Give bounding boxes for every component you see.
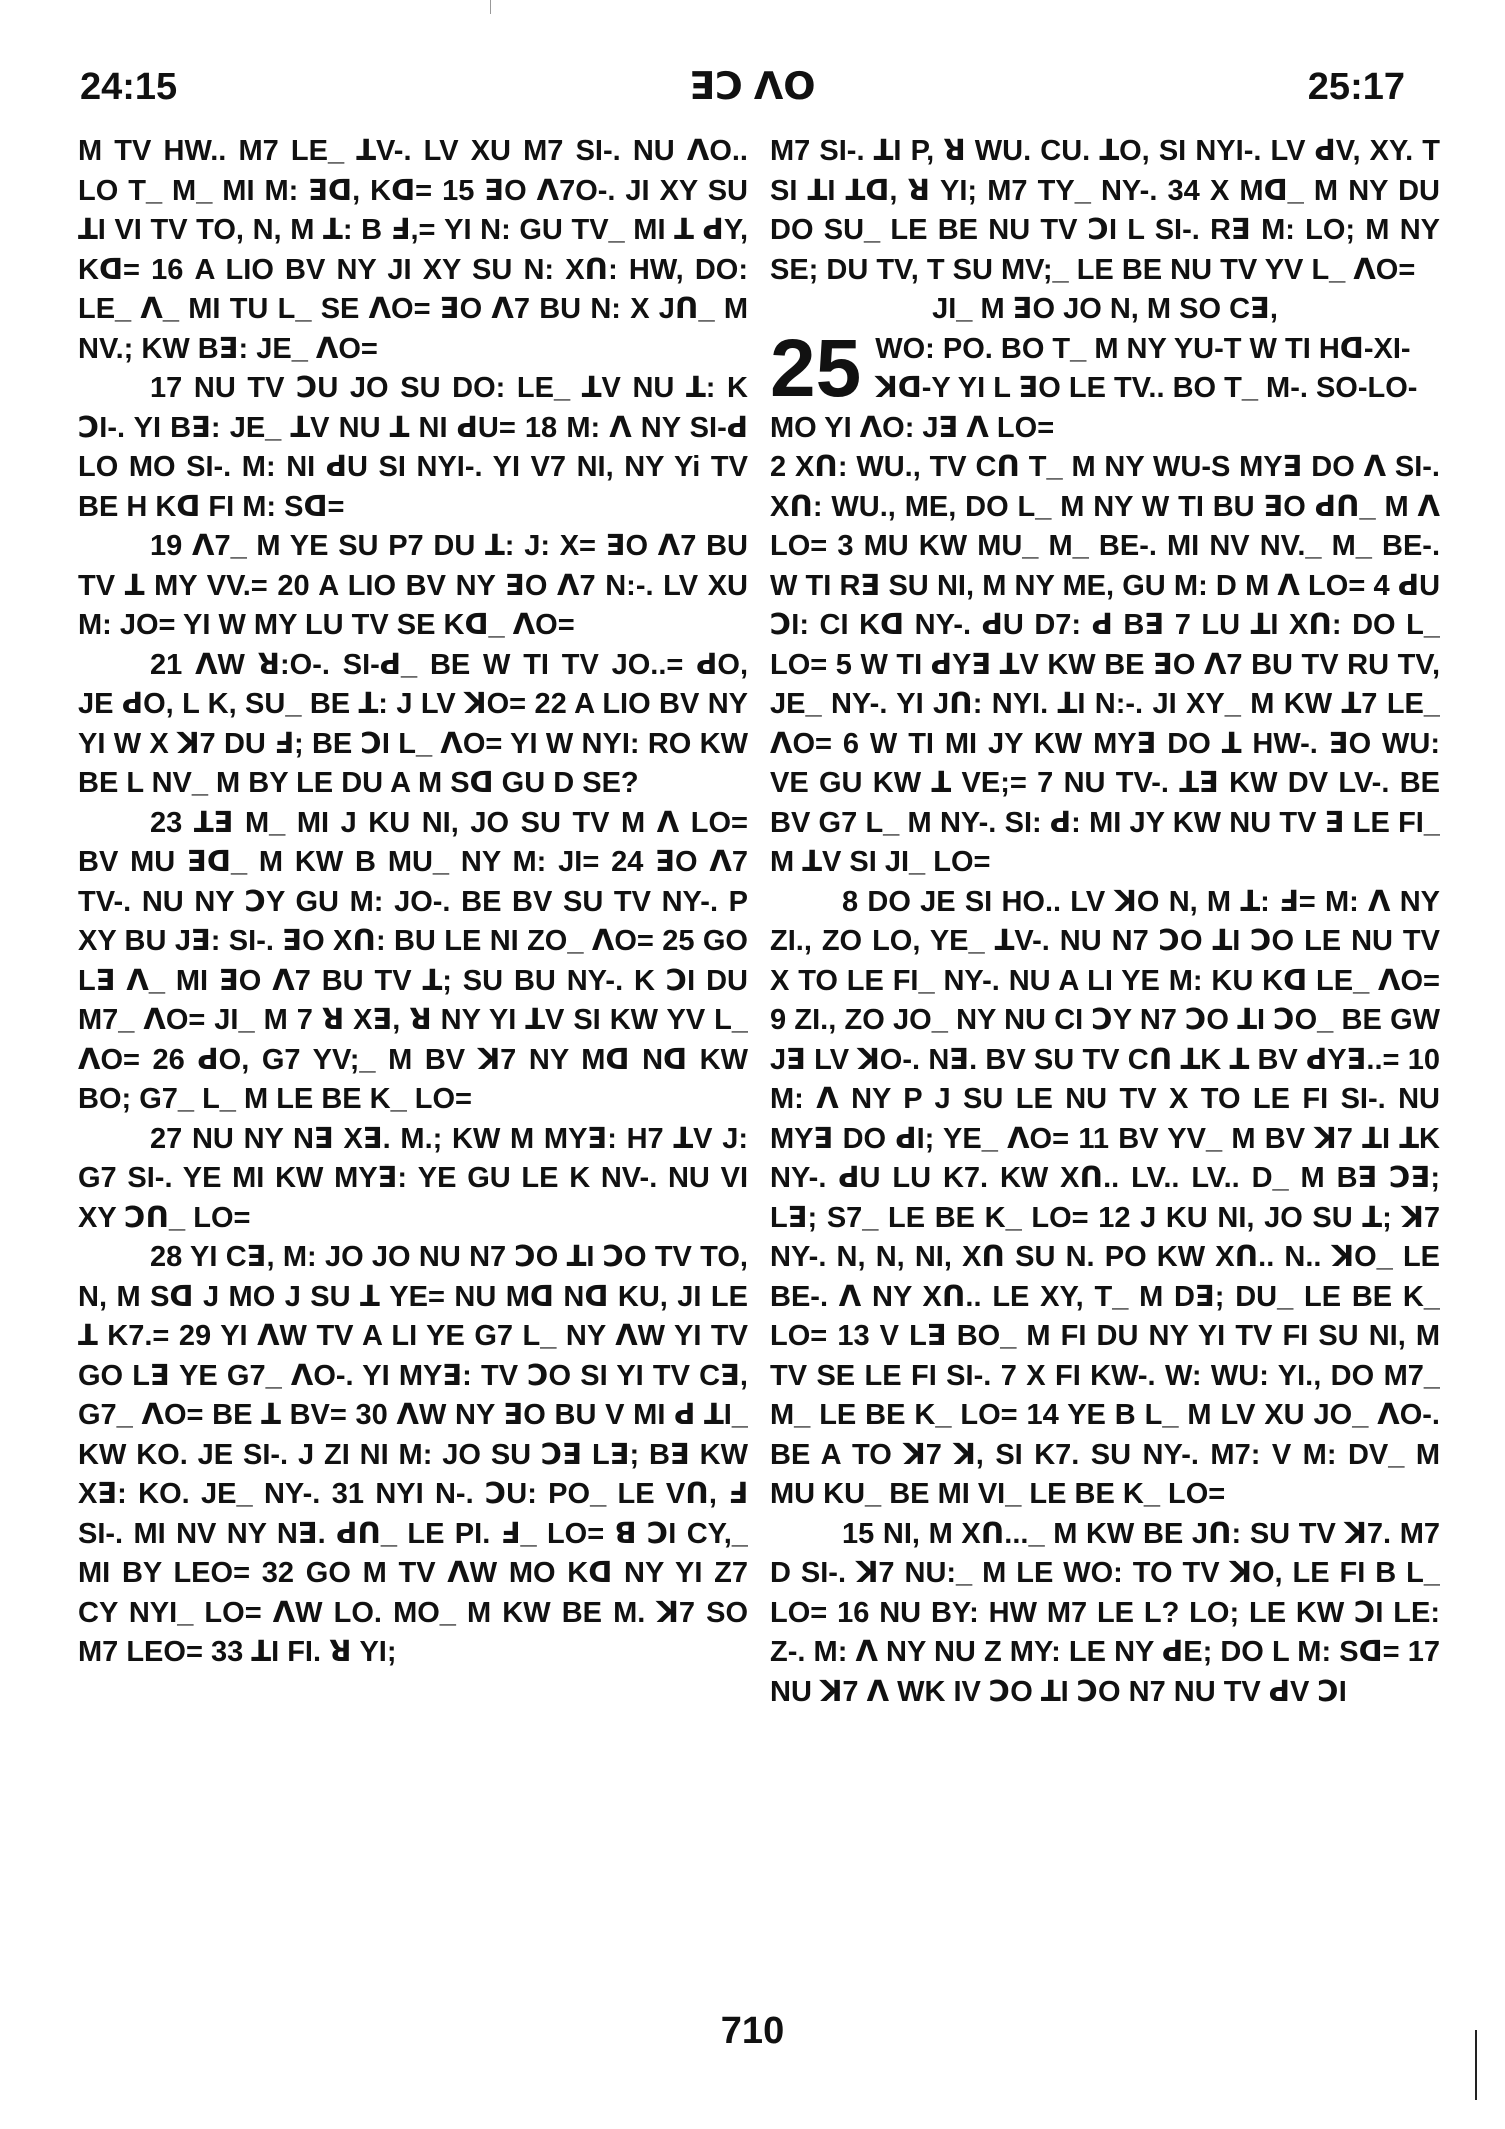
verse-text: YE B L_ M LV XU JO_ ꓥO-. BE A TO ꓘ7 ꓘ, SI K7. SU NY-. M7: V M: DV_ M MU KU_ BE MI VI_ LE BE K_ LO= <box>770 1399 1440 1510</box>
verse-number: 10 <box>1407 1043 1440 1076</box>
paragraph <box>78 646 748 804</box>
paragraph <box>78 1120 748 1239</box>
section-heading: JI_ M ꓱO JO N, M SO Cꓱ, <box>932 293 1278 325</box>
verse-text: Xꓵ: WU., TV Cꓵ T_ M NY WU-S MYꓱ DO ꓥ SI-. Xꓵ: WU., ME, DO L_ M NY W TI BU ꓱO ꓒꓵ_ M ꓥ LO= <box>770 451 1440 562</box>
verse-text: MU KW MU_ M_ BE-. MI NV NV._ M_ BE-. W TI Rꓱ SU NI, M NY ME, GU M: D M ꓥ LO= <box>770 530 1440 602</box>
verse-number: 15 <box>442 174 475 207</box>
verse-number: 29 <box>178 1320 212 1352</box>
verse-number: 15 <box>842 1517 875 1550</box>
chapter-number: 25 <box>770 322 862 414</box>
verse-text: W TI ꓒYꓱ ꓕV KW BE ꓱO ꓥ7 BU TV RU TV, JE_ NY-. YI Jꓵ: NYI. ꓕI N:-. JI XY_ M KW ꓕ7 LE_ ꓥO= <box>770 648 1440 760</box>
verse-text: M: ꓥ NY P J SU LE NU TV X TO LE FI SI-. NU MYꓱ DO ꓒI; YE_ ꓥO= <box>770 1083 1440 1155</box>
scan-mark <box>490 0 491 14</box>
verse-text: ꓕI FI. ꓤ YI; <box>251 1636 397 1668</box>
verse-number: 27 <box>150 1122 183 1155</box>
verse-number: 3 <box>837 530 854 562</box>
verse-text: NU TV-. ꓕꓱ KW DV LV-. BE BV G7 L_ M NY-. SI: ꓒ: MI JY KW NU TV ꓱ LE FI_ M ꓕV SI JI_ LO= <box>770 767 1440 878</box>
verse-number: 14 <box>1026 1399 1059 1431</box>
verse-number: 17 <box>1407 1636 1440 1668</box>
verse-number: 16 <box>151 253 184 286</box>
chapter-opening <box>770 322 1440 449</box>
verse-text: ꓒU ꓛI: CI Kꓷ NY-. ꓒU D7: ꓒ Bꓱ 7 LU ꓕI Xꓵ: DO L_ LO= <box>770 569 1440 681</box>
paragraph <box>78 527 748 646</box>
verse-number: 30 <box>355 1399 388 1431</box>
paragraph <box>78 1238 748 1673</box>
verse-text: NU BY: HW M7 LE L? LO; LE KW ꓛI LE: Z-. M: ꓥ NY NU Z MY: LE NY ꓒE; DO L M: Sꓷ= <box>770 1596 1440 1668</box>
verse-text: ꓥ7_ M YE SU P7 DU ꓕ: J: X= ꓱO ꓥ7 BU TV ꓕ MY VV.= <box>78 530 748 602</box>
verse-number: 16 <box>837 1596 870 1629</box>
verse-text: ꓱO ꓥ7 TV-. NU NY ꓛY GU M: JO-. BE BV SU TV NY-. P XY BU Jꓱ: SI-. ꓱO Xꓵ: BU LE NI ZO_ ꓥO= <box>78 846 748 957</box>
paragraph <box>78 132 748 369</box>
verse-text: GO M TV ꓥW MO Kꓷ NY YI Z7 CY NYI_ LO= ꓥW LO. MO_ M KW BE M. ꓘ7 SO M7 LEO= <box>78 1557 748 1668</box>
verse-text: A LIO BV NY ꓱO ꓥ7 N:-. LV XU M: JO= YI W MY LU TV SE Kꓷ_ ꓥO= <box>78 569 748 641</box>
page-number: 710 <box>720 2010 785 2052</box>
verse-text: NU ꓘ7 ꓥ WK IV ꓛO ꓕI ꓛO N7 NU TV ꓒV ꓛI <box>770 1675 1347 1708</box>
verse-text: J KU NI, JO SU ꓕ; ꓘ7 NY-. N, N, NI, Xꓵ SU N. PO KW Xꓵ.. N.. ꓘO_ LE BE-. ꓥ NY Xꓵ.. LE XY, T_ M Dꓱ; DU_ LE BE K_ LO= <box>770 1201 1440 1352</box>
verse-number: 11 <box>1078 1122 1109 1155</box>
verse-text: ꓒO, G7 YV;_ M BV ꓘ7 NY Mꓷ Nꓷ KW BO; G7_ L_ M LE BE K_ LO= <box>78 1043 748 1115</box>
gutter-rule <box>1475 2030 1477 2100</box>
running-header <box>0 62 1505 112</box>
paragraph <box>770 883 1440 1515</box>
left-column <box>78 132 748 1962</box>
verse-text: NU TV ꓛU JO SU DO: LE_ ꓕV NU ꓕ: K ꓛI-. YI Bꓱ: JE_ ꓕV NU ꓕ NI ꓒU= <box>78 372 748 444</box>
verse-text: NYI N-. ꓛU: PO_ LE Vꓵ, ꓞ SI-. MI NV NY Nꓱ. ꓒꓵ_ LE PI. ꓞ_ LO= ꓭ ꓛI CY,_ MI BY LEO= <box>78 1478 748 1589</box>
verse-number: 24 <box>611 846 644 878</box>
verse-text: M: ꓥ NY SI-ꓒ LO MO SI-. M: NI ꓒU SI NYI-. YI V7 NI, NY Yi TV BE H Kꓷ FI M: Sꓷ= <box>78 411 748 523</box>
verse-text: X Mꓷ_ M NY DU DO SU_ LE BE NU TV ꓛI L SI-. Rꓱ M: LO; M NY SE; DU TV, T SU MV;_ LE BE NU TV YV L_ ꓥO= <box>770 174 1440 286</box>
paragraph <box>770 1515 1440 1713</box>
paragraph <box>78 369 748 527</box>
verse-number: 7 <box>1037 767 1054 799</box>
header-book-title: ꓱꓛ ꓥꓳ <box>689 66 816 108</box>
verse-number: 26 <box>152 1043 185 1076</box>
verse-number: 8 <box>842 885 859 918</box>
verse-text: BV YV_ M BV ꓘ7 ꓕI ꓕK NY-. ꓒU LU K7. KW Xꓵ.. LV.. LV.. D_ M Bꓱ ꓛꓱ; Lꓱ; S7_ LE BE K_ LO= <box>770 1122 1440 1234</box>
verse-text: W TI MI JY KW MYꓱ DO ꓕ HW-. ꓱO WU: VE GU KW ꓕ VE;= <box>770 727 1440 799</box>
verse-number: 22 <box>534 688 567 720</box>
verse-number: 13 <box>837 1320 870 1352</box>
header-right-reference: 25:17 <box>1307 66 1405 108</box>
header-left-reference: 24:15 <box>80 66 178 108</box>
verse-text: A LIO BV NY YI W X ꓘ7 DU ꓞ; BE ꓛI L_ ꓥO= YI W NYI: RO KW BE L NV_ M BY LE DU A M Sꓷ GU D SE? <box>78 688 748 799</box>
verse-number: 32 <box>261 1557 295 1589</box>
verse-text: NU NY Nꓱ Xꓱ. M.; KW M MYꓱ: H7 ꓕV J: G7 SI-. YE MI KW MYꓱ: YE GU LE K NV-. NU VI XY ꓛꓵ_ LO= <box>78 1122 748 1234</box>
verse-text: NI, M Xꓵ..._ M KW BE Jꓵ: SU TV ꓘ7. M7 D SI-. ꓘ7 NU:_ M LE WO: TO TV ꓘO, LE FI B L_ LO= <box>770 1517 1440 1629</box>
verse-text: ꓥW NY ꓱO BU V MI ꓒ ꓕI_ KW KO. JE SI-. J ZI NI M: JO SU ꓛꓱ Lꓱ; Bꓱ KW Xꓱ: KO. JE_ NY-. <box>78 1399 748 1510</box>
verse-number: 25 <box>662 925 695 957</box>
verse-text: ZI., ZO JO_ NY NU CI ꓛY N7 ꓛO ꓕI ꓛO_ BE GW Jꓱ LV ꓘO-. Nꓱ. BV SU TV Cꓵ ꓕK ꓕ BV ꓒYꓱ..= <box>770 1004 1440 1076</box>
verse-text: V Lꓱ BO_ M FI DU NY YI TV FI SU NI, M TV SE LE FI SI-. 7 X FI KW-. W: WU: YI., DO M7_ M_ LE BE K_ LO= <box>770 1320 1440 1431</box>
verse-number: 9 <box>770 1004 787 1036</box>
verse-number: 2 <box>770 451 787 483</box>
verse-text: YI ꓥW TV A LI YE G7 L_ NY ꓥW YI TV GO Lꓱ YE G7_ ꓥO-. YI MYꓱ: TV ꓛO SI YI TV Cꓱ, G7_ ꓥO= BE ꓕ BV= <box>78 1320 748 1431</box>
verse-text: M7 SI-. ꓕI P, ꓤ WU. CU. ꓕO, SI NYI-. LV ꓒV, XY. T SI ꓕI ꓕꓷ, ꓤ YI; M7 TY_ NY-. <box>770 135 1440 207</box>
verse-text: GO Lꓱ ꓥ_ MI ꓱO ꓥ7 BU TV ꓕ; SU BU NY-. K ꓛI DU M7_ ꓥO= JI_ M 7 ꓤ Xꓱ, ꓤ NY YI ꓕV SI KW YV L_ ꓥO= <box>78 925 748 1076</box>
verse-number: 17 <box>150 372 183 404</box>
verse-number: 20 <box>277 569 310 602</box>
verse-text: YI Cꓱ, M: JO JO NU N7 ꓛO ꓕI ꓛO TV TO, N, M Sꓷ J MO J SU ꓕ YE= NU Mꓷ Nꓷ KU, JI LE ꓕ K7.= <box>78 1241 748 1352</box>
verse-text: DO JE SI HO.. LV ꓘO N, M ꓕ: ꓞ= M: ꓥ NY ZI., ZO LO, YE_ ꓕV-. NU N7 ꓛO ꓕI ꓛO LE NU TV X TO LE FI_ NY-. NU A LI YE M: KU Kꓷ LE_ ꓥO= <box>770 885 1440 997</box>
verse-text: A LIO BV NY JI XY SU N: Xꓵ: HW, DO: LE_ ꓥ_ MI TU L_ SE ꓥO= ꓱO ꓥ7 BU N: X Jꓵ_ M NV.; KW Bꓱ: JE_ ꓥO= <box>78 253 748 365</box>
verse-number: 28 <box>150 1241 183 1273</box>
verse-text: ꓱO ꓥ7O-. JI XY SU ꓕI VI TV TO, N, M ꓕ: B ꓞ,= YI N: GU TV_ MI ꓕ ꓒY, Kꓷ= <box>78 174 748 286</box>
verse-number: 23 <box>150 806 183 839</box>
chapter-first-verse: WO: PO. BO T_ M NY YU-T W TI Hꓷ-XI-ꓘꓷ-Y YI L ꓱO LE TV.. BO T_ M-. SO-LO-MO YI ꓥO: Jꓱ ꓥ LO= <box>770 332 1418 444</box>
verse-number: 12 <box>1098 1201 1131 1234</box>
verse-number: 6 <box>842 727 859 760</box>
right-column-top-text <box>770 132 1440 290</box>
verse-number: 5 <box>835 648 852 681</box>
verse-number: 21 <box>150 648 183 681</box>
paragraph <box>770 448 1440 883</box>
paragraph <box>78 804 748 1120</box>
verse-text: ꓥW ꓤ:O-. SI-ꓒ_ BE W TI TV JO..= ꓒO, JE ꓒO, L K, SU_ BE ꓕ: J LV ꓘO= <box>78 648 748 720</box>
verse-number: 18 <box>524 411 558 444</box>
verse-text: ꓕꓱ M_ MI J KU NI, JO SU TV M ꓥ LO= BV MU ꓱꓷ_ M KW B MU_ NY M: JI= <box>78 806 748 878</box>
paragraph <box>770 132 1440 290</box>
right-column <box>770 132 1440 1962</box>
verse-number: 33 <box>210 1636 244 1668</box>
verse-text: M TV HW.. M7 LE_ ꓕV-. LV XU M7 SI-. NU ꓥO.. LO T_ M_ MI M: ꓱꓷ, Kꓷ= <box>78 135 748 207</box>
verse-number: 4 <box>1373 569 1390 602</box>
verse-number: 31 <box>331 1478 364 1510</box>
verse-number: 34 <box>1167 174 1200 207</box>
right-column-body <box>770 448 1440 1712</box>
verse-number: 19 <box>150 530 183 562</box>
